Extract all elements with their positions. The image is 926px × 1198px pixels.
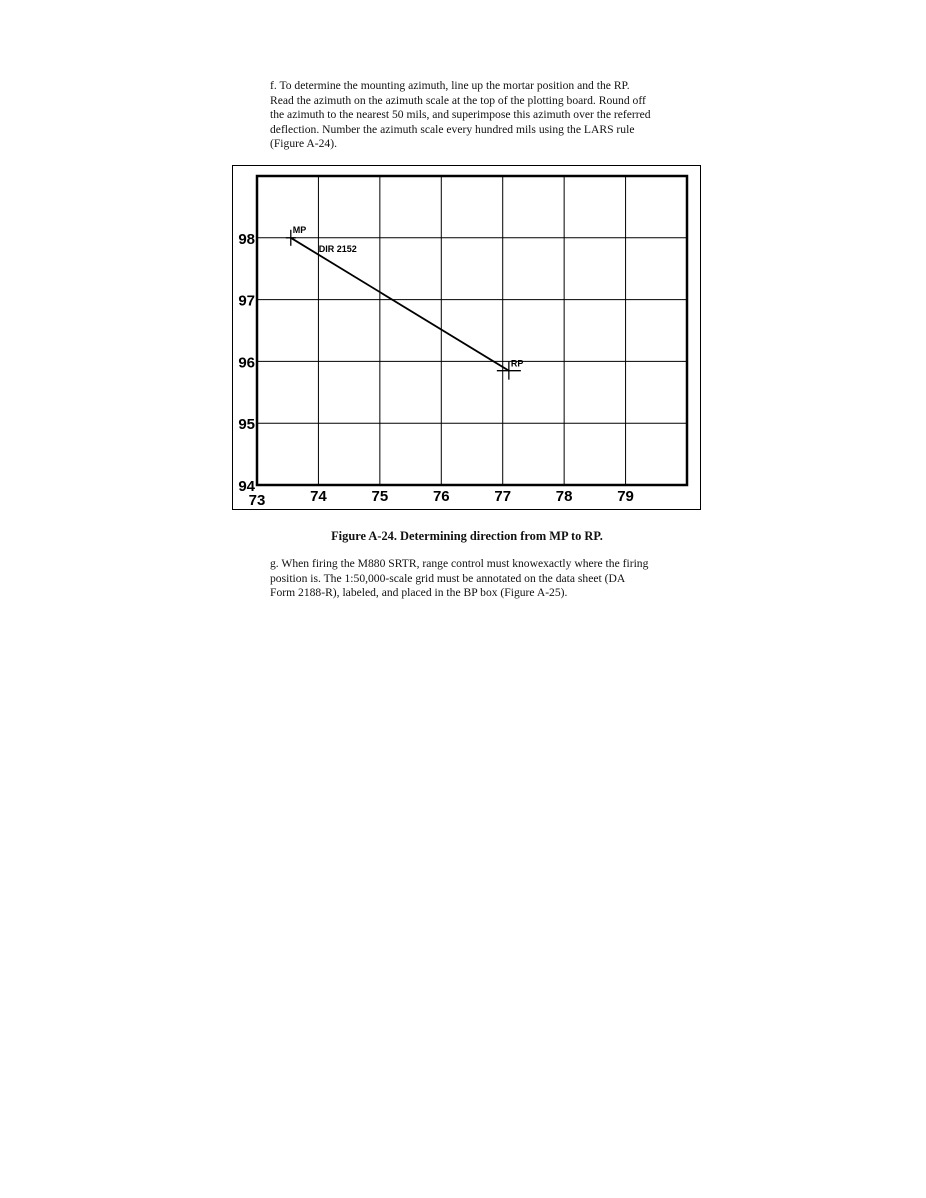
paragraph-f-line: f. To determine the mounting azimuth, line up the mortar position and the RP. (270, 79, 630, 92)
y-tick-label: 94 (238, 478, 255, 495)
direction-line (291, 238, 509, 371)
x-tick-label: 73 (248, 492, 266, 509)
plot-frame (257, 176, 687, 485)
paragraph-g (270, 557, 710, 601)
x-tick-label: 76 (432, 488, 450, 505)
y-tick-label: 95 (238, 416, 255, 434)
x-tick-label: 75 (371, 488, 389, 505)
rp-label: RP (510, 358, 524, 369)
figure-caption: Figure A-24. Determining direction from MP to RP. (331, 529, 603, 543)
y-tick-label: 97 (238, 292, 255, 310)
figure-a-24 (232, 165, 701, 510)
paragraph-g-line: g. When firing the M880 SRTR, range control must knowexactly where the firing (270, 557, 649, 570)
paragraph-f-line: the azimuth to the nearest 50 mils, and superimpose this azimuth over the referred (270, 108, 651, 122)
paragraph-f (270, 79, 710, 152)
y-tick-label: 96 (238, 354, 255, 372)
paragraph-g-line: Form 2188-R), labeled, and placed in the BP box (Figure A-25). (270, 586, 568, 600)
mp-label: MP (292, 224, 307, 235)
paragraph-f-line: Read the azimuth on the azimuth scale at the top of the plotting board. Round off (270, 93, 646, 107)
plotting-board-chart (233, 166, 702, 511)
x-tick-label: 78 (555, 488, 573, 505)
x-tick-label: 74 (310, 488, 327, 505)
x-tick-label: 79 (617, 488, 634, 505)
paragraph-f-line: deflection. Number the azimuth scale every hundred mils using the LARS rule (270, 122, 635, 136)
direction-annotation: DIR 2152 (318, 243, 357, 254)
paragraph-g-line: position is. The 1:50,000-scale grid must be annotated on the data sheet (DA (270, 571, 626, 585)
x-tick-label: 77 (494, 488, 512, 505)
y-tick-label: 98 (238, 230, 255, 248)
paragraph-f-line: (Figure A-24). (270, 137, 337, 151)
